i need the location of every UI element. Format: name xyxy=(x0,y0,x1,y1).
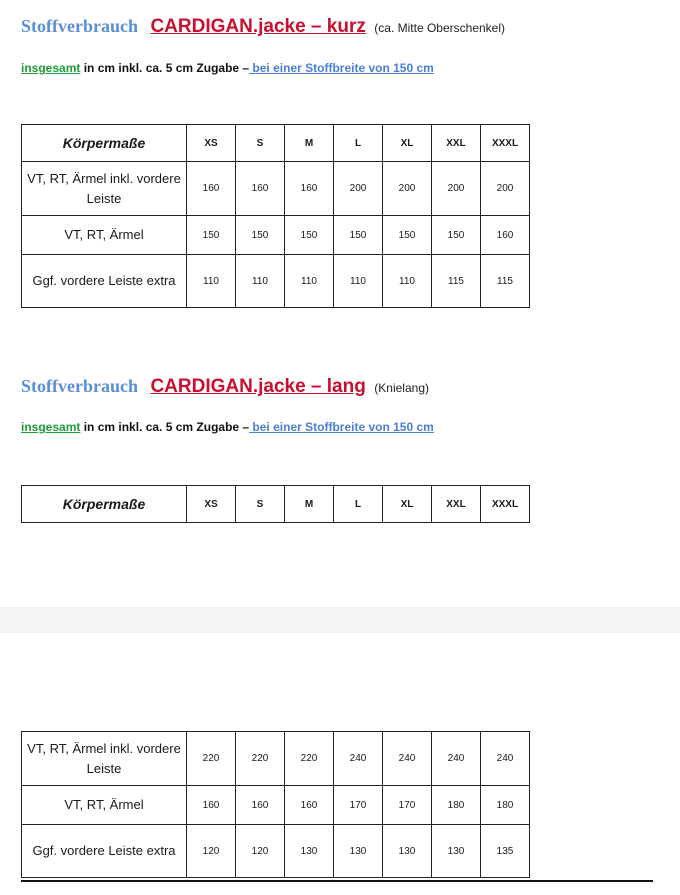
row-label: VT, RT, Ärmel inkl. vordere Leiste xyxy=(22,732,187,786)
cell-value: 240 xyxy=(334,732,383,786)
heading-cardigan-kurz xyxy=(21,16,505,38)
heading-product: CARDIGAN.jacke – kurz xyxy=(150,16,366,37)
row-label: VT, RT, Ärmel xyxy=(22,216,187,255)
cell-value: 110 xyxy=(383,255,432,308)
header-size-xxxl: XXXL xyxy=(481,486,530,523)
cell-value: 110 xyxy=(187,255,236,308)
size-table-kurz xyxy=(21,124,530,308)
cell-value: 200 xyxy=(334,162,383,216)
cell-value: 200 xyxy=(481,162,530,216)
subline-info: in cm inkl. ca. 5 cm Zugabe – xyxy=(80,420,250,434)
cell-value: 240 xyxy=(383,732,432,786)
row-label: VT, RT, Ärmel inkl. vordere Leiste xyxy=(22,162,187,216)
cell-value: 110 xyxy=(334,255,383,308)
cell-value: 150 xyxy=(383,216,432,255)
cell-value: 135 xyxy=(481,825,530,878)
heading-prefix: Stoffverbrauch xyxy=(21,376,138,396)
cell-value: 120 xyxy=(187,825,236,878)
header-size-s: S xyxy=(236,486,285,523)
table-header-row xyxy=(22,486,530,523)
size-table-lang-body xyxy=(21,731,530,878)
cell-value: 240 xyxy=(432,732,481,786)
header-size-xxl: XXL xyxy=(432,125,481,162)
subline-info: in cm inkl. ca. 5 cm Zugabe – xyxy=(80,61,250,75)
page-break-band xyxy=(0,607,680,633)
header-measure: Körpermaße xyxy=(22,486,187,523)
cell-value: 150 xyxy=(187,216,236,255)
size-table-lang-header xyxy=(21,485,530,523)
subline-lang xyxy=(21,420,434,434)
cell-value: 160 xyxy=(187,162,236,216)
cell-value: 110 xyxy=(285,255,334,308)
table-row xyxy=(22,162,530,216)
cell-value: 120 xyxy=(236,825,285,878)
row-label: Ggf. vordere Leiste extra xyxy=(22,825,187,878)
cell-value: 170 xyxy=(383,786,432,825)
heading-note: (ca. Mitte Oberschenkel) xyxy=(374,21,506,35)
cell-value: 170 xyxy=(334,786,383,825)
table-header-row xyxy=(22,125,530,162)
row-label: VT, RT, Ärmel xyxy=(22,786,187,825)
heading-prefix: Stoffverbrauch xyxy=(21,16,138,36)
table-row xyxy=(22,786,530,825)
header-size-s: S xyxy=(236,125,285,162)
cell-value: 180 xyxy=(432,786,481,825)
table-row xyxy=(22,255,530,308)
subline-fabric-width: bei einer Stoffbreite von 150 cm xyxy=(249,420,434,434)
row-label: Ggf. vordere Leiste extra xyxy=(22,255,187,308)
cell-value: 150 xyxy=(432,216,481,255)
cell-value: 130 xyxy=(334,825,383,878)
header-size-l: L xyxy=(334,486,383,523)
cell-value: 160 xyxy=(285,786,334,825)
subline-total: insgesamt xyxy=(21,61,81,75)
cell-value: 160 xyxy=(285,162,334,216)
cell-value: 115 xyxy=(432,255,481,308)
cell-value: 200 xyxy=(432,162,481,216)
cell-value: 220 xyxy=(236,732,285,786)
cell-value: 180 xyxy=(481,786,530,825)
heading-cardigan-lang xyxy=(21,376,429,398)
cell-value: 200 xyxy=(383,162,432,216)
header-size-m: M xyxy=(285,125,334,162)
bottom-rule xyxy=(21,880,653,882)
cell-value: 150 xyxy=(236,216,285,255)
cell-value: 150 xyxy=(285,216,334,255)
header-size-xxl: XXL xyxy=(432,486,481,523)
cell-value: 130 xyxy=(383,825,432,878)
cell-value: 160 xyxy=(187,786,236,825)
cell-value: 220 xyxy=(187,732,236,786)
cell-value: 130 xyxy=(432,825,481,878)
cell-value: 130 xyxy=(285,825,334,878)
header-size-l: L xyxy=(334,125,383,162)
header-size-xxxl: XXXL xyxy=(481,125,530,162)
header-size-xl: XL xyxy=(383,125,432,162)
subline-kurz xyxy=(21,61,434,75)
header-size-xs: XS xyxy=(187,125,236,162)
cell-value: 160 xyxy=(236,786,285,825)
cell-value: 150 xyxy=(334,216,383,255)
cell-value: 110 xyxy=(236,255,285,308)
table-row xyxy=(22,732,530,786)
table-row xyxy=(22,216,530,255)
table-row xyxy=(22,825,530,878)
cell-value: 160 xyxy=(481,216,530,255)
subline-fabric-width: bei einer Stoffbreite von 150 cm xyxy=(249,61,434,75)
subline-total: insgesamt xyxy=(21,420,81,434)
heading-product: CARDIGAN.jacke – lang xyxy=(150,376,366,397)
header-size-m: M xyxy=(285,486,334,523)
cell-value: 115 xyxy=(481,255,530,308)
header-size-xl: XL xyxy=(383,486,432,523)
header-size-xs: XS xyxy=(187,486,236,523)
cell-value: 240 xyxy=(481,732,530,786)
heading-note: (Knielang) xyxy=(374,381,429,395)
header-measure: Körpermaße xyxy=(22,125,187,162)
cell-value: 220 xyxy=(285,732,334,786)
cell-value: 160 xyxy=(236,162,285,216)
